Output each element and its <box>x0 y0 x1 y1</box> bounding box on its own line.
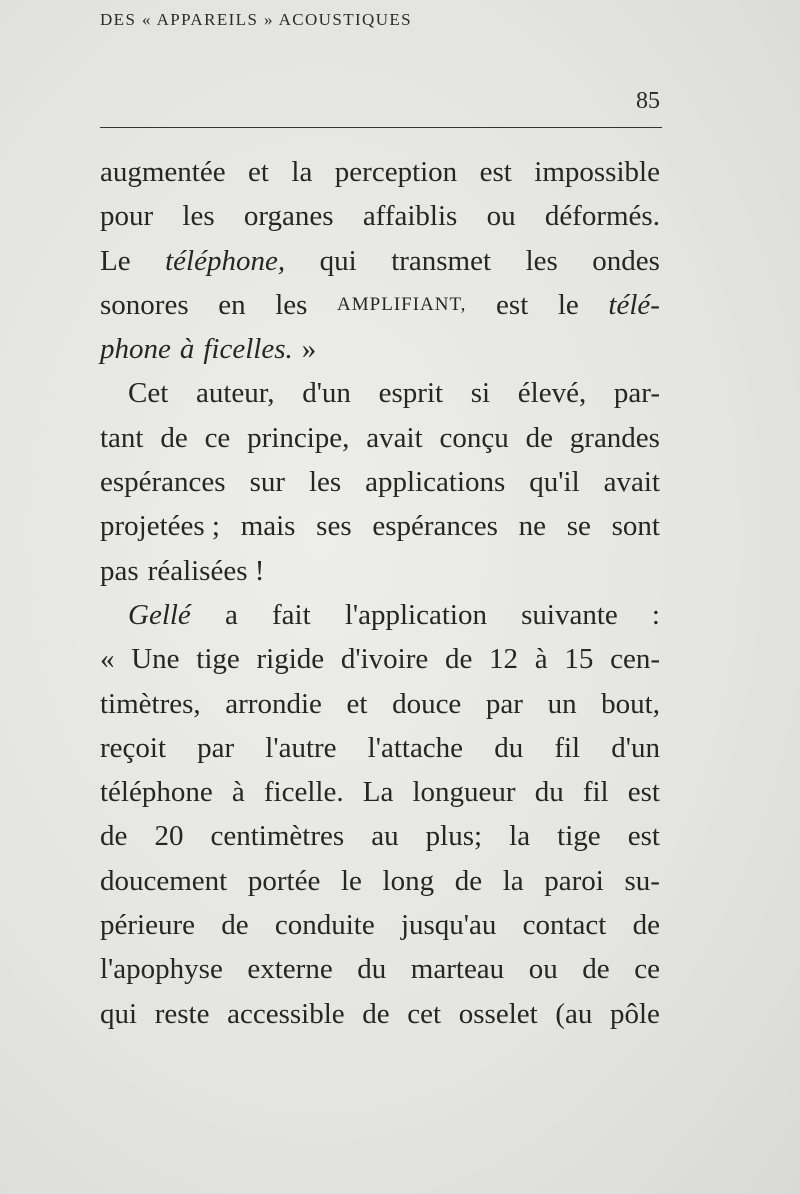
word: sont <box>611 510 660 543</box>
word: qu'il <box>529 466 580 499</box>
word: d'un <box>302 377 351 410</box>
word: l'application <box>344 598 487 631</box>
word: du <box>494 731 524 764</box>
text-line <box>100 239 660 283</box>
text-line <box>100 947 660 991</box>
word: 20 <box>154 820 184 853</box>
word: de <box>632 909 660 942</box>
text-line <box>100 460 660 504</box>
word: de <box>444 643 473 676</box>
word: du <box>357 953 387 986</box>
word: déformés. <box>544 200 660 233</box>
word: esprit <box>378 377 444 410</box>
word: longueur <box>412 776 516 809</box>
text-line <box>100 504 660 548</box>
word: reste <box>154 997 210 1030</box>
text-line <box>100 549 660 593</box>
word: la <box>509 820 531 853</box>
word: ne <box>518 510 546 543</box>
word: de <box>160 421 188 454</box>
word: en <box>218 288 246 321</box>
word: auteur, <box>195 377 275 410</box>
word: fait <box>272 598 311 631</box>
text-line <box>100 593 660 637</box>
word: l'autre <box>265 731 337 764</box>
word: sonores <box>100 288 189 321</box>
word: La <box>362 776 394 809</box>
text-line <box>100 283 660 327</box>
header-bar <box>100 84 662 118</box>
text-line <box>100 992 660 1036</box>
word: ce <box>204 421 231 454</box>
word: augmentée <box>100 156 226 188</box>
word: conduite <box>274 909 375 942</box>
word: transmet <box>391 244 492 277</box>
text-line <box>100 770 660 814</box>
text-line <box>100 903 660 947</box>
word: tant <box>100 421 144 454</box>
word: long <box>382 864 435 897</box>
word: est <box>496 288 529 321</box>
word: par- <box>613 377 660 410</box>
word: cet <box>407 997 442 1030</box>
word: d'ivoire <box>340 643 429 676</box>
word: l'apophyse <box>100 953 223 986</box>
word: fil <box>554 731 581 764</box>
header-rule <box>100 127 662 128</box>
word: espérances <box>372 510 498 543</box>
word: doucement <box>100 864 228 897</box>
word: ce <box>634 953 660 986</box>
word: Gellé <box>128 598 191 631</box>
word: portée <box>247 864 321 897</box>
word: principe, <box>247 421 350 454</box>
word: un <box>547 687 577 720</box>
page-number: 85 <box>636 88 660 114</box>
word: rigide <box>256 643 325 676</box>
word: ou <box>528 953 558 986</box>
word: centimètres <box>210 820 345 853</box>
word: téléphone <box>100 776 213 809</box>
word: se <box>566 510 591 543</box>
word: a <box>224 598 238 631</box>
word: les <box>308 466 342 499</box>
running-title: DES « APPAREILS » ACOUSTIQUES <box>100 10 413 29</box>
word: du <box>534 776 564 809</box>
word: si <box>470 377 491 410</box>
text-line <box>100 371 660 415</box>
word: ficelles. <box>203 333 293 366</box>
word: arrondie <box>225 687 322 720</box>
word: phone <box>100 333 171 366</box>
word: pas <box>100 554 139 587</box>
word: par <box>197 731 235 764</box>
word: par <box>485 687 523 720</box>
word: à <box>231 776 245 809</box>
word: à <box>534 643 548 676</box>
word: timètres, <box>100 687 201 720</box>
word: Le <box>100 244 131 277</box>
word: les <box>182 200 215 233</box>
word: télé- <box>608 288 660 321</box>
word: osselet <box>458 997 538 1030</box>
word: affaiblis <box>362 200 458 233</box>
text-line <box>100 682 660 726</box>
word: est <box>479 156 512 188</box>
text-line <box>100 859 660 903</box>
text-line <box>100 150 660 194</box>
word: et <box>346 687 368 720</box>
word: pôle <box>610 997 660 1030</box>
word: de <box>582 953 610 986</box>
word: est <box>627 776 660 809</box>
word: fil <box>582 776 609 809</box>
word: reçoit <box>100 731 167 764</box>
word: organes <box>243 200 334 233</box>
word: ses <box>316 510 352 543</box>
word: bout, <box>601 687 660 720</box>
word: « <box>100 643 115 676</box>
word: cen- <box>610 643 660 676</box>
word: le <box>340 864 362 897</box>
word: de <box>525 421 553 454</box>
word: accessible <box>227 997 345 1030</box>
word: qui <box>100 997 138 1030</box>
word: externe <box>247 953 333 986</box>
word: mais <box>240 510 296 543</box>
text-line <box>100 814 660 858</box>
word: contact <box>522 909 607 942</box>
word: 12 <box>489 643 519 676</box>
word: sur <box>249 466 286 499</box>
word: marteau <box>410 953 505 986</box>
word: su- <box>624 864 660 897</box>
word: AMPLIFIANT, <box>337 293 467 315</box>
word: réalisées ! <box>147 554 265 587</box>
text-line <box>100 726 660 770</box>
word: suivante <box>521 598 618 631</box>
word: espérances <box>100 466 226 499</box>
word: Cet <box>128 377 169 410</box>
word: élevé, <box>517 377 587 410</box>
word: tige <box>196 643 240 676</box>
word: avait <box>603 466 660 499</box>
word: paroi <box>544 864 604 897</box>
word: l'attache <box>367 731 464 764</box>
word: ficelle. <box>263 776 344 809</box>
word: (au <box>555 997 593 1030</box>
word: projetées ; <box>100 510 220 543</box>
word: d'un <box>611 731 660 764</box>
word: téléphone, <box>165 244 286 277</box>
word: grandes <box>569 421 660 454</box>
word: le <box>557 288 579 321</box>
word: de <box>362 997 390 1030</box>
word: jusqu'au <box>400 909 497 942</box>
word: à <box>179 333 195 366</box>
word: plus; <box>425 820 483 853</box>
word: ou <box>486 200 516 233</box>
word: avait <box>366 421 423 454</box>
word: au <box>371 820 399 853</box>
word: les <box>275 288 308 321</box>
word: périeure <box>100 909 195 942</box>
word: impossible <box>534 156 660 188</box>
word: la <box>291 156 313 188</box>
word: ondes <box>592 244 660 277</box>
word: qui <box>319 244 357 277</box>
text-line <box>100 637 660 681</box>
word: » <box>301 333 317 366</box>
word: de <box>454 864 483 897</box>
word: la <box>502 864 524 897</box>
word: et <box>248 156 269 188</box>
word: Une <box>131 643 180 676</box>
word: pour <box>100 200 154 233</box>
word: est <box>627 820 660 853</box>
word: applications <box>365 466 506 499</box>
text-line <box>100 416 660 460</box>
word: de <box>100 820 128 853</box>
word: de <box>221 909 249 942</box>
word: conçu <box>439 421 509 454</box>
word: 15 <box>564 643 594 676</box>
word: les <box>525 244 558 277</box>
word: perception <box>334 156 458 188</box>
body-text <box>100 150 660 1036</box>
word: douce <box>392 687 462 720</box>
text-line <box>100 194 660 238</box>
word: : <box>651 598 660 631</box>
text-line <box>100 327 660 371</box>
word: tige <box>557 820 601 853</box>
